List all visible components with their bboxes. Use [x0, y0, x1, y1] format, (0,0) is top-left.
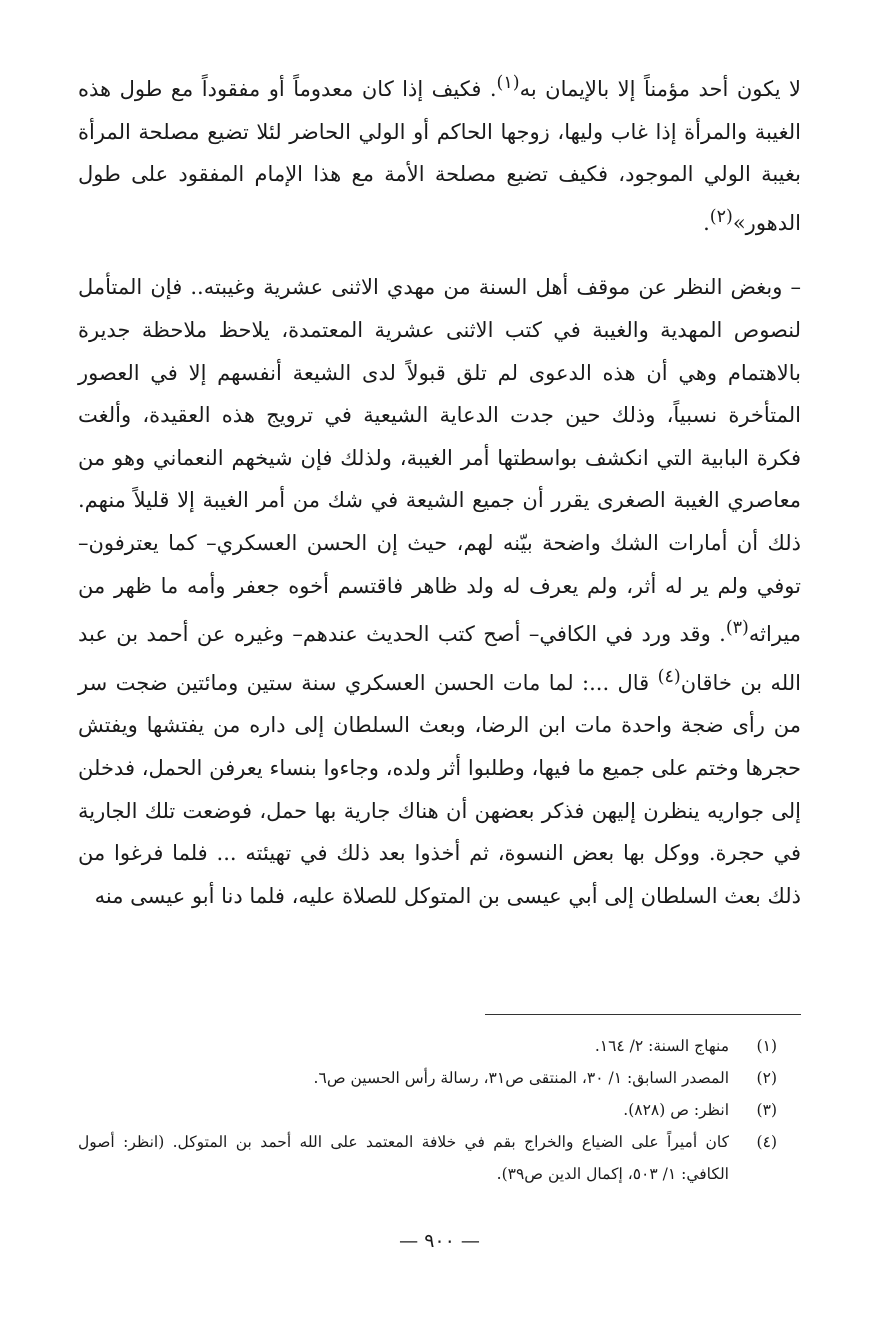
footnote-text: المصدر السابق: ١/ ٣٠، المنتقى ص٣١، رسالة رأس الحسين ص٦. — [313, 1069, 729, 1087]
footnote-number: (٢) — [756, 1069, 777, 1087]
paragraph-gap — [78, 244, 801, 266]
page-number: — ٩٠٠ — — [399, 1230, 480, 1252]
footnote-item — [78, 1094, 777, 1126]
footnote-item — [78, 1062, 777, 1094]
footnote-number: (٤) — [756, 1133, 777, 1151]
footnote-text: منهاج السنة: ٢/ ١٦٤. — [594, 1037, 729, 1055]
footnote-ref-3[interactable]: (٣) — [725, 618, 749, 639]
footnote-ref-1[interactable]: (١) — [496, 73, 520, 93]
footnote-text: انظر: ص (٨٢٨). — [623, 1101, 729, 1119]
footnote-item — [78, 1030, 777, 1062]
text-run: . فكيف إذا كان معدوماً أو مفقوداً مع طول هذه الغيبة والمرأة إذا غاب وليها، زوجها الحاكم أو الولي الحاضر لئلا تضيع مصلحة المرأة بغيبة الولي الموجود، فكيف تضيع مصلحة الأمة مع هذا الإمام المفقود على طول الدهور» — [78, 77, 801, 235]
footnote-number: (٣) — [756, 1101, 777, 1119]
footnote-ref-4[interactable]: (٤) — [657, 666, 681, 687]
text-run: قال ...: لما مات الحسن العسكري سنة ستين ومائتين ضجت سر من رأى ضجة واحدة مات ابن الرضا، وبعث السلطان إلى داره من يفتشها ويفتش حجرها وختم على جميع ما فيها، وطلبوا أثر ولده، وجاءوا بنساء يعرفن الحمل، فدخلن إلى جواريه ينظرن إليهن فذكر بعضهن أن هناك جارية بها حمل، فوضعت تلك الجارية في حجرة. ووكل بها بعض النسوة، ثم أخذوا بعد ذلك في تهيئته ... فلما فرغوا من ذلك بعث السلطان إلى أبي عيسى بن المتوكل للصلاة عليه، فلما دنا أبو عيسى منه — [78, 670, 801, 908]
text-run: . وقد ورد في الكافي– أصح كتب الحديث عندهم– وغيره عن أحمد بن عبد الله بن خاقان — [78, 622, 801, 695]
body-text — [78, 62, 801, 917]
footnote-text: كان أميراً على الضياع والخراج بقم في خلافة المعتمد على الله أحمد بن المتوكل. (انظر: أصول الكافي: ١/ ٥٠٣، إكمال الدين ص٣٩). — [78, 1133, 729, 1183]
footnote-separator — [485, 1014, 801, 1015]
footnote-item — [78, 1126, 777, 1190]
paragraph-2 — [78, 266, 801, 917]
text-run: لا يكون أحد مؤمناً إلا بالإيمان به — [519, 77, 802, 101]
footnote-ref-2[interactable]: (٢) — [709, 206, 733, 227]
footnotes — [78, 1030, 777, 1190]
text-run: . — [703, 210, 710, 235]
footnote-number: (١) — [756, 1037, 777, 1055]
text-run: – وبغض النظر عن موقف أهل السنة من مهدي الاثنى عشرية وغيبته.. فإن المتأمل لنصوص المهدية والغيبة في كتب الاثنى عشرية المعتمدة، يلاحظ ملاحظة جديرة بالاهتمام وهي أن هذه الدعوى لم تلق قبولاً لدى الشيعة أنفسهم إلا في العصور المتأخرة نسبياً، وذلك حين جدت الدعاية الشيعية في ترويج هذه العقيدة، وألغت فكرة البابية التي انكشف بواسطتها أمر الغيبة، ولذلك فإن شيخهم النعماني وهو من معاصري الغيبة الصغرى يقرر أن جميع الشيعة في شك من أمر الغيبة إلا قليلاً منهم. ذلك أن أمارات الشك واضحة بيّنه لهم، حيث إن الحسن العسكري– كما يعترفون– توفي ولم ير له أثر، ولم يعرف له ولد ظاهر فاقتسم أخوه جعفر وأمه ما ظهر من ميراثه — [78, 275, 801, 647]
paragraph-1 — [78, 62, 801, 244]
